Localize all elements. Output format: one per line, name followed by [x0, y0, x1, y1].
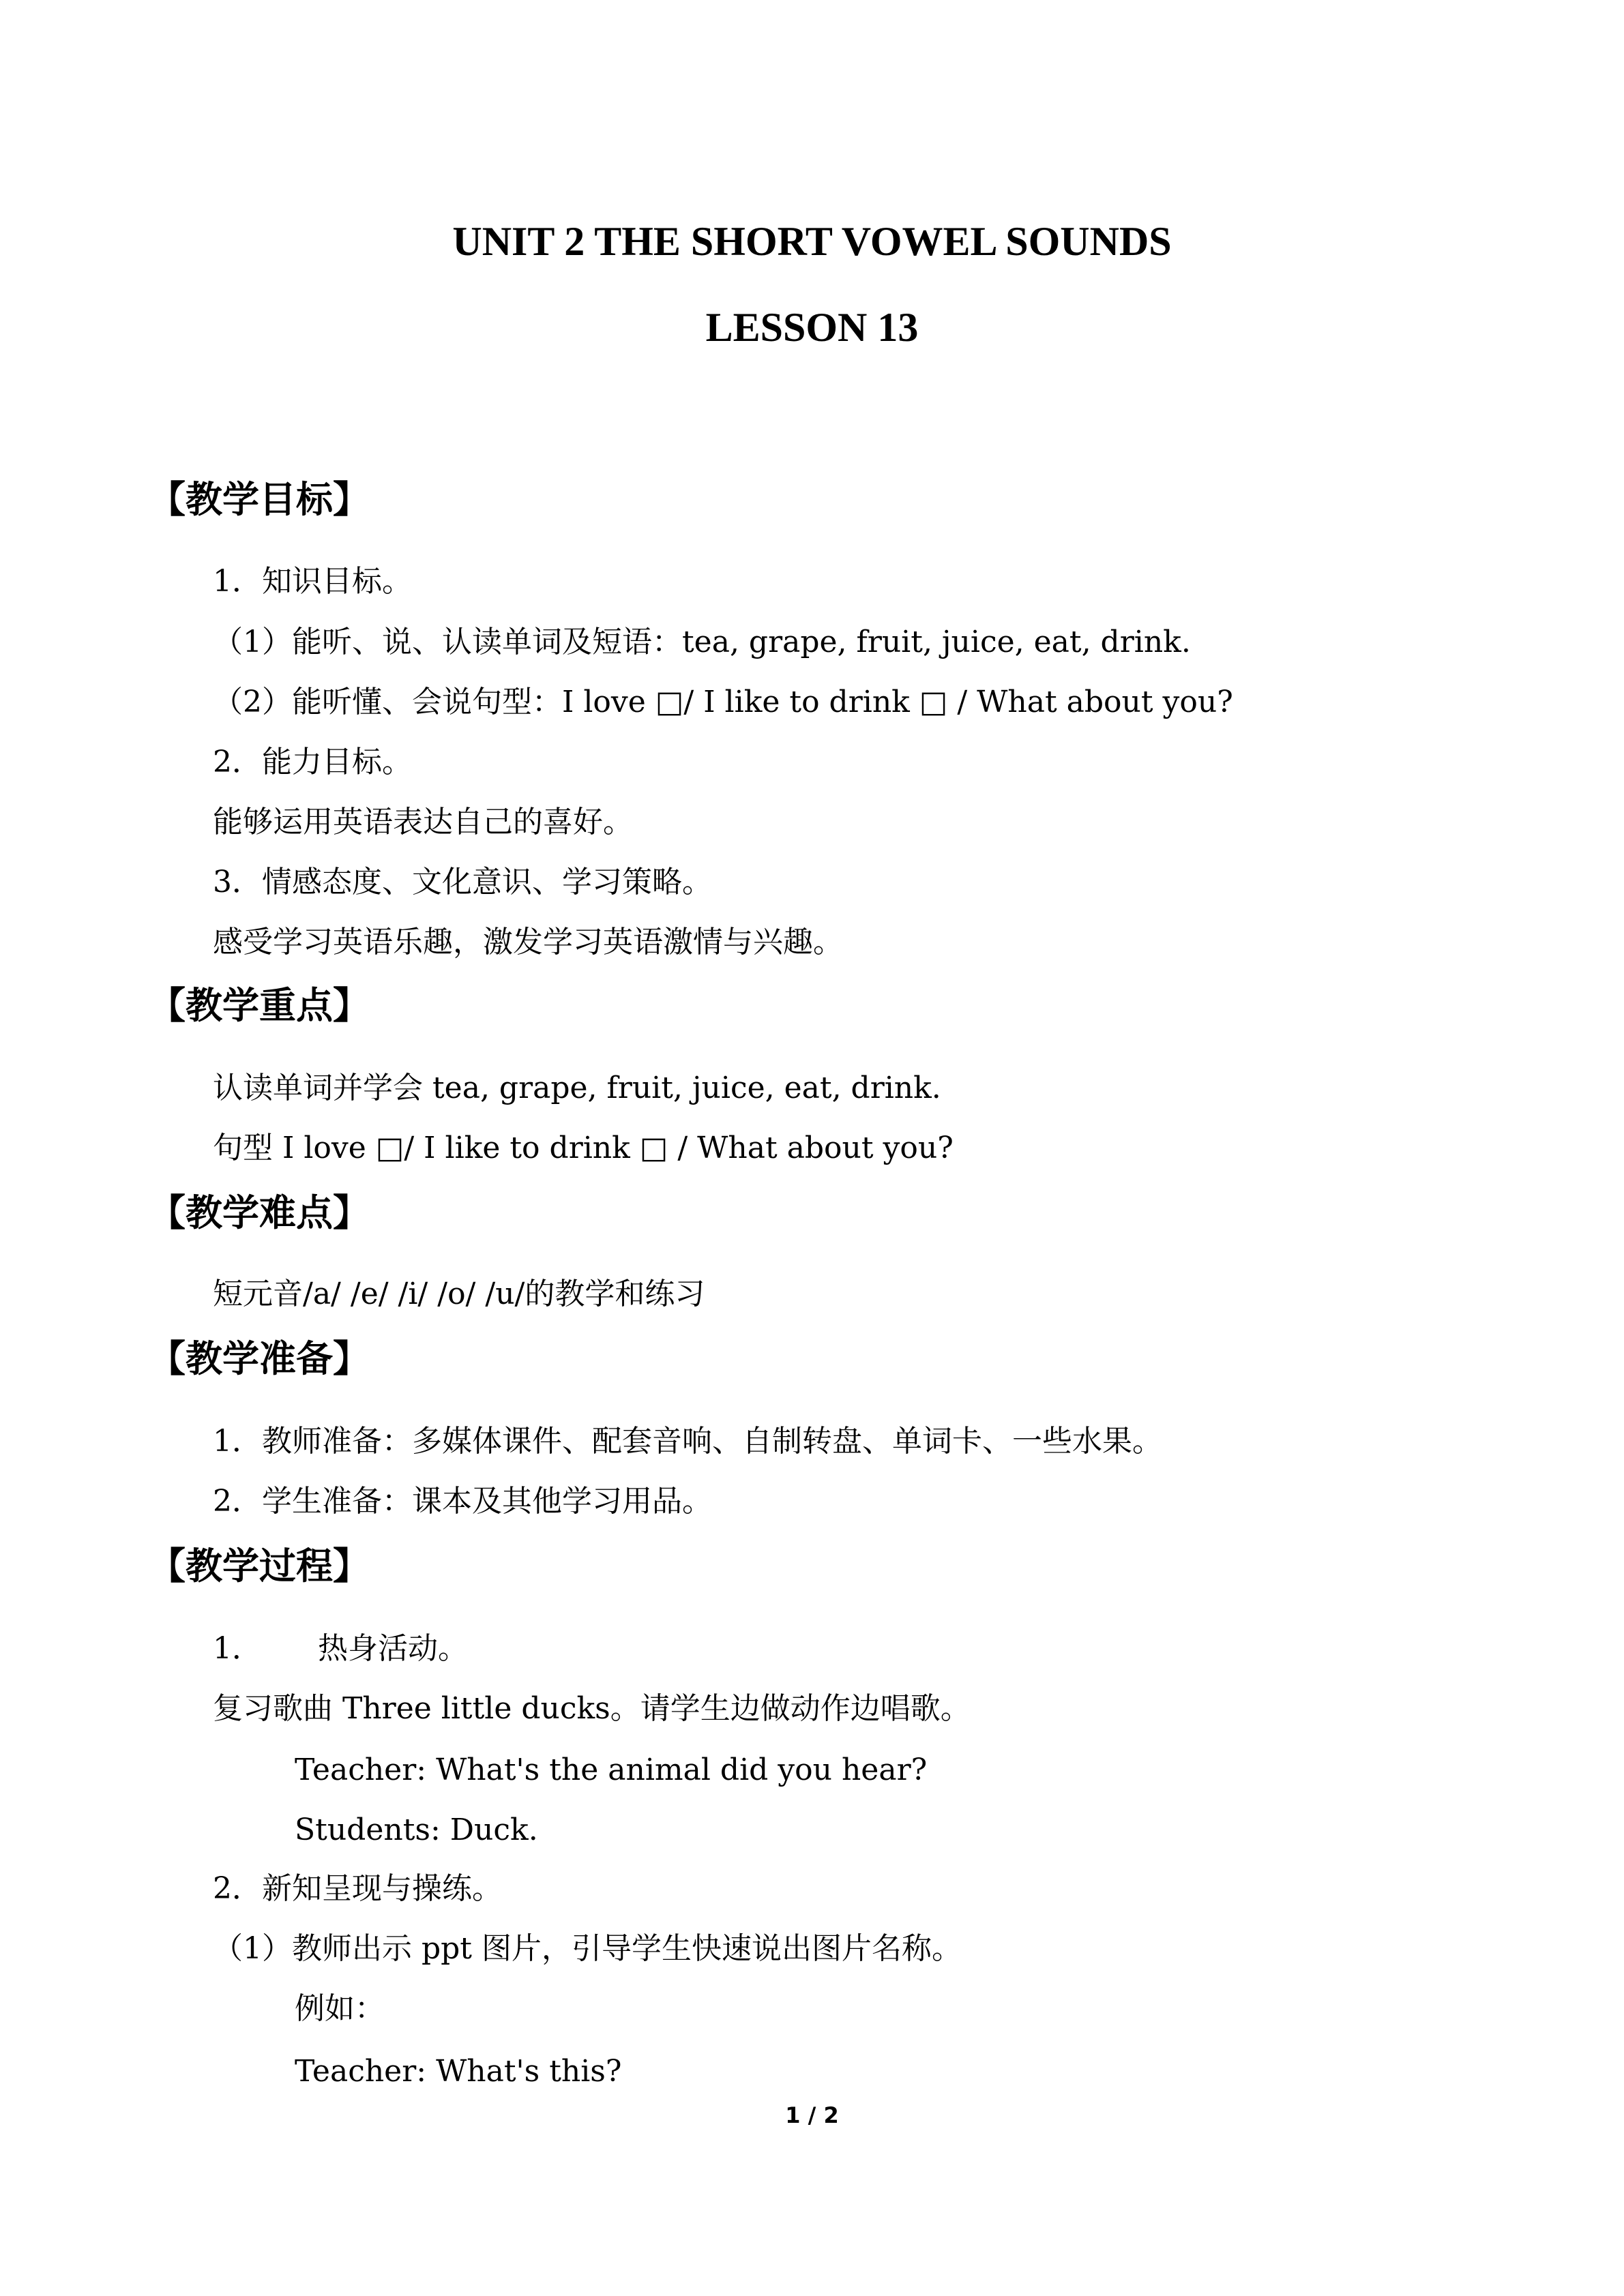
key-point-1: 认读单词并学会 tea, grape, fruit, juice, eat, drink.	[213, 1071, 941, 1105]
step2-sub1: （1）教师出示 ppt 图片，引导学生快速说出图片名称。	[213, 1931, 962, 1966]
emotion-objective-text: 感受学习英语乐趣，激发学习英语激情与兴趣。	[213, 925, 843, 959]
dialog-line-2: Students: Duck.	[295, 1813, 538, 1847]
teacher-preparation: 1．教师准备：多媒体课件、配套音响、自制转盘、单词卡、一些水果。	[213, 1424, 1162, 1459]
step2-title: 2．新知呈现与操练。	[213, 1871, 502, 1906]
dialog-line-1: Teacher: What's the animal did you hear?	[295, 1753, 928, 1787]
knowledge-objective-2: （2）能听懂、会说句型：I love □/ I like to drink □ / What about you?	[213, 685, 1233, 719]
step1-line	[213, 1628, 468, 1669]
ability-objective-title: 2．能力目标。	[213, 745, 412, 779]
example-label: 例如：	[295, 1991, 385, 2026]
ability-objective-text: 能够运用英语表达自己的喜好。	[213, 805, 633, 839]
page-number: 1 / 2	[785, 2102, 839, 2128]
objectives-heading: 【教学目标】	[149, 478, 370, 521]
difficulty-1: 短元音/a/ /e/ /i/ /o/ /u/的教学和练习	[213, 1277, 705, 1311]
step1-text: 复习歌曲 Three little ducks。请学生边做动作边唱歌。	[213, 1691, 971, 1726]
difficulties-heading: 【教学难点】	[149, 1191, 370, 1234]
key-points-heading: 【教学重点】	[149, 984, 370, 1027]
unit-title: UNIT 2 THE SHORT VOWEL SOUNDS	[452, 219, 1172, 264]
student-preparation: 2．学生准备：课本及其他学习用品。	[213, 1484, 712, 1519]
step1-title: 热身活动。	[318, 1631, 468, 1666]
knowledge-objective-title: 1．知识目标。	[213, 564, 412, 599]
process-heading: 【教学过程】	[149, 1545, 370, 1587]
lesson-title: LESSON 13	[705, 305, 919, 350]
key-point-2: 句型 I love □/ I like to drink □ / What about you?	[213, 1131, 954, 1165]
step1-number: 1．	[213, 1631, 262, 1666]
preparation-heading: 【教学准备】	[149, 1337, 370, 1380]
emotion-objective-title: 3．情感态度、文化意识、学习策略。	[213, 865, 712, 899]
knowledge-objective-1: （1）能听、说、认读单词及短语：tea, grape, fruit, juice, eat, drink.	[213, 625, 1191, 659]
dialog-line-3: Teacher: What's this?	[295, 2054, 622, 2089]
